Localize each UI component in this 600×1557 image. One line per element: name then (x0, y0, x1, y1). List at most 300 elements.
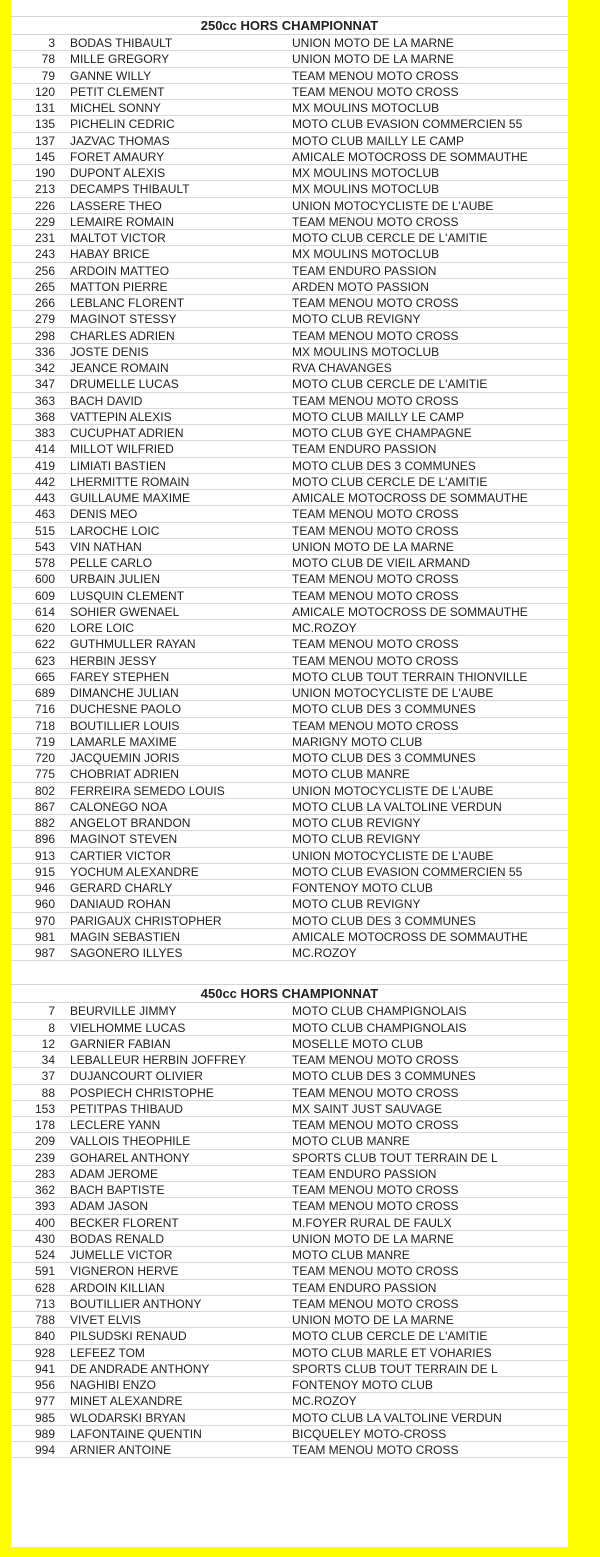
club-name: UNION MOTO DE LA MARNE (292, 36, 454, 50)
table-row (11, 263, 568, 279)
rider-name: JACQUEMIN JORIS (70, 751, 180, 765)
club-name: MOTO CLUB CHAMPIGNOLAIS (292, 1004, 467, 1019)
rider-number: 941 (34, 1361, 55, 1376)
table-row (11, 100, 568, 116)
club-name: MOTO CLUB DES 3 COMMUNES (292, 1069, 476, 1084)
club-name: MOTO CLUB MANRE (292, 1134, 410, 1149)
rider-name: LORE LOIC (70, 621, 135, 635)
table-row (11, 409, 568, 425)
rider-number: 775 (34, 767, 55, 782)
table-row (11, 620, 568, 636)
rider-number: 430 (34, 1231, 55, 1246)
rider-number: 620 (34, 621, 55, 635)
table-row (11, 766, 568, 782)
table-row (11, 523, 568, 539)
club-name: MX MOULINS MOTOCLUB (292, 247, 440, 262)
club-name: TEAM MENOU MOTO CROSS (292, 1085, 459, 1100)
club-name: TEAM ENDURO PASSION (292, 442, 437, 457)
rider-name: LEBALLEUR HERBIN JOFFREY (70, 1053, 247, 1067)
rider-number: 882 (34, 816, 55, 830)
club-name: TEAM MENOU MOTO CROSS (292, 296, 459, 310)
rider-name: PETITPAS THIBAUD (70, 1101, 183, 1116)
rider-number: 718 (34, 718, 55, 733)
rider-number: 362 (34, 1183, 55, 1197)
rider-name: GOHAREL ANTHONY (70, 1150, 190, 1165)
club-name: MOTO CLUB MANRE (292, 767, 410, 782)
rider-name: LASSERE THEO (70, 198, 162, 213)
club-name: MOTO CLUB CERCLE DE L'AMITIE (292, 474, 488, 489)
table-row (11, 555, 568, 571)
rider-name: PARIGAUX CHRISTOPHER (70, 913, 222, 928)
club-name: MOTO CLUB DE VIEIL ARMAND (292, 556, 471, 570)
rider-number: 419 (34, 458, 55, 473)
rider-name: LECLERE YANN (70, 1118, 161, 1132)
table-row (11, 815, 568, 831)
club-name: RVA CHAVANGES (292, 361, 392, 375)
rider-number: 719 (34, 734, 55, 749)
rider-number: 591 (34, 1264, 55, 1279)
rider-name: JOSTE DENIS (70, 344, 149, 359)
club-name: MOTO CLUB DES 3 COMMUNES (292, 702, 476, 717)
rider-name: SAGONERO ILLYES (70, 946, 183, 960)
table-row (11, 458, 568, 474)
table-row (11, 1263, 568, 1279)
club-name: MX MOULINS MOTOCLUB (292, 101, 440, 115)
club-name: TEAM MENOU MOTO CROSS (292, 68, 459, 83)
club-name: TEAM MENOU MOTO CROSS (292, 653, 459, 668)
rider-number: 265 (34, 279, 55, 294)
club-name: MARIGNY MOTO CLUB (292, 734, 423, 749)
table-row (11, 1182, 568, 1198)
club-name: TEAM MENOU MOTO CROSS (292, 214, 459, 229)
rows-450cc (11, 1003, 568, 1458)
rider-name: NAGHIBI ENZO (70, 1378, 157, 1392)
rider-number: 867 (34, 799, 55, 814)
rider-number: 256 (34, 263, 55, 278)
rider-name: CALONEGO NOA (70, 799, 168, 814)
table-row (11, 1117, 568, 1133)
club-name: MOTO CLUB CERCLE DE L'AMITIE (292, 1329, 488, 1344)
rider-number: 88 (41, 1085, 55, 1100)
rider-number: 609 (34, 588, 55, 603)
club-name: TEAM MENOU MOTO CROSS (292, 507, 459, 522)
rider-number: 12 (41, 1036, 55, 1051)
rider-number: 622 (34, 637, 55, 652)
club-name: MOTO CLUB CHAMPIGNOLAIS (292, 1020, 467, 1035)
club-name: MC.ROZOY (292, 946, 357, 960)
rider-number: 283 (34, 1166, 55, 1181)
table-row (11, 685, 568, 701)
rider-name: DANIAUD ROHAN (70, 897, 171, 912)
rider-name: LAROCHE LOIC (70, 523, 160, 538)
table-row (11, 149, 568, 165)
club-name: MX MOULINS MOTOCLUB (292, 166, 440, 180)
table-row (11, 1101, 568, 1117)
rider-name: VIN NATHAN (70, 539, 142, 554)
results-sheet (11, 0, 568, 1547)
rider-number: 145 (34, 149, 55, 164)
club-name: TEAM MENOU MOTO CROSS (292, 1183, 459, 1197)
club-name: UNION MOTO DE LA MARNE (292, 1313, 454, 1327)
rider-name: BECKER FLORENT (70, 1215, 179, 1230)
table-row (11, 474, 568, 490)
rider-number: 981 (34, 929, 55, 944)
table-row (11, 214, 568, 230)
rider-number: 946 (34, 881, 55, 895)
rider-name: JEANCE ROMAIN (70, 361, 169, 375)
table-row (11, 1296, 568, 1312)
section-450cc (11, 985, 568, 1458)
club-name: MOTO CLUB LA VALTOLINE VERDUN (292, 1410, 502, 1425)
rider-name: PETIT CLEMENT (70, 84, 165, 99)
rider-number: 266 (34, 296, 55, 310)
club-name: MC.ROZOY (292, 1394, 357, 1409)
club-name: TEAM MENOU MOTO CROSS (292, 1296, 459, 1311)
club-name: MC.ROZOY (292, 621, 357, 635)
rider-number: 913 (34, 848, 55, 863)
table-row (11, 1377, 568, 1393)
rider-number: 720 (34, 751, 55, 765)
rider-number: 443 (34, 491, 55, 505)
table-row (11, 1198, 568, 1214)
club-name: MOTO CLUB TOUT TERRAIN THIONVILLE (292, 669, 528, 684)
table-row (11, 896, 568, 912)
club-name: AMICALE MOTOCROSS DE SOMMAUTHE (292, 929, 528, 944)
rider-number: 37 (41, 1069, 55, 1084)
club-name: TEAM ENDURO PASSION (292, 1166, 437, 1181)
club-name: MOTO CLUB LA VALTOLINE VERDUN (292, 799, 502, 814)
table-row (11, 1150, 568, 1166)
club-name: MOTO CLUB MARLE ET VOHARIES (292, 1345, 492, 1360)
club-name: BICQUELEY MOTO-CROSS (292, 1426, 447, 1441)
table-row (11, 295, 568, 311)
rider-number: 363 (34, 393, 55, 408)
rider-name: VATTEPIN ALEXIS (70, 409, 172, 424)
rider-number: 34 (41, 1053, 55, 1067)
table-row (11, 198, 568, 214)
rider-name: LEBLANC FLORENT (70, 296, 185, 310)
rider-number: 623 (34, 653, 55, 668)
table-row (11, 831, 568, 847)
club-name: MOTO CLUB DES 3 COMMUNES (292, 751, 476, 765)
rider-number: 3 (48, 36, 55, 50)
club-name: TEAM MENOU MOTO CROSS (292, 637, 459, 652)
rider-number: 120 (34, 84, 55, 99)
club-name: MOTO CLUB REVIGNY (292, 897, 421, 912)
table-row (11, 945, 568, 961)
club-name: TEAM MENOU MOTO CROSS (292, 523, 459, 538)
rider-name: MALTOT VICTOR (70, 231, 166, 245)
rider-name: MAGINOT STEVEN (70, 832, 178, 847)
table-row (11, 783, 568, 799)
rider-number: 243 (34, 247, 55, 262)
club-name: SPORTS CLUB TOUT TERRAIN DE L (292, 1361, 498, 1376)
top-spacer (11, 0, 568, 17)
club-name: FONTENOY MOTO CLUB (292, 881, 433, 895)
rider-name: SOHIER GWENAEL (70, 604, 180, 619)
table-row (11, 181, 568, 197)
club-name: TEAM MENOU MOTO CROSS (292, 718, 459, 733)
rider-name: DRUMELLE LUCAS (70, 377, 179, 392)
table-row (11, 734, 568, 750)
rider-number: 960 (34, 897, 55, 912)
rider-number: 383 (34, 426, 55, 440)
rider-number: 336 (34, 344, 55, 359)
club-name: TEAM MENOU MOTO CROSS (292, 1264, 459, 1279)
table-row (11, 588, 568, 604)
table-row (11, 653, 568, 669)
rider-name: BACH DAVID (70, 393, 143, 408)
rider-name: JUMELLE VICTOR (70, 1248, 173, 1262)
table-row (11, 425, 568, 441)
rider-number: 896 (34, 832, 55, 847)
rider-name: BACH BAPTISTE (70, 1183, 165, 1197)
rider-number: 543 (34, 539, 55, 554)
club-name: MOTO CLUB EVASION COMMERCIEN 55 (292, 117, 523, 132)
rider-name: VIGNERON HERVE (70, 1264, 179, 1279)
rider-number: 239 (34, 1150, 55, 1165)
rider-number: 78 (41, 52, 55, 67)
rider-number: 515 (34, 523, 55, 538)
table-row (11, 344, 568, 360)
rider-number: 578 (34, 556, 55, 570)
table-row (11, 1345, 568, 1361)
rider-name: MILLOT WILFRIED (70, 442, 174, 457)
table-row (11, 1361, 568, 1377)
table-row (11, 230, 568, 246)
table-row (11, 441, 568, 457)
rider-name: FERREIRA SEMEDO LOUIS (70, 783, 225, 798)
rider-name: JAZVAC THOMAS (70, 133, 170, 148)
club-name: UNION MOTOCYCLISTE DE L'AUBE (292, 198, 494, 213)
rider-name: VIELHOMME LUCAS (70, 1020, 186, 1035)
table-row (11, 68, 568, 84)
rider-name: MAGINOT STESSY (70, 312, 177, 327)
table-row (11, 328, 568, 344)
rider-name: GANNE WILLY (70, 68, 152, 83)
section-title: 250cc HORS CHAMPIONNAT (11, 17, 568, 35)
club-name: MOTO CLUB CERCLE DE L'AMITIE (292, 377, 488, 392)
club-name: MOTO CLUB REVIGNY (292, 816, 421, 830)
table-row (11, 1036, 568, 1052)
club-name: MOTO CLUB MAILLY LE CAMP (292, 409, 465, 424)
table-row (11, 311, 568, 327)
club-name: MOTO CLUB CERCLE DE L'AMITIE (292, 231, 488, 245)
rider-name: YOCHUM ALEXANDRE (70, 864, 199, 879)
club-name: TEAM MENOU MOTO CROSS (292, 572, 459, 587)
table-row (11, 864, 568, 880)
rider-name: CHOBRIAT ADRIEN (70, 767, 179, 782)
table-row (11, 51, 568, 67)
rider-name: ARDOIN KILLIAN (70, 1280, 165, 1295)
club-name: AMICALE MOTOCROSS DE SOMMAUTHE (292, 149, 528, 164)
rider-number: 231 (34, 231, 55, 245)
table-row (11, 246, 568, 262)
rider-name: BODAS THIBAULT (70, 36, 173, 50)
rider-name: GUILLAUME MAXIME (70, 491, 191, 505)
club-name: TEAM MENOU MOTO CROSS (292, 393, 459, 408)
rider-name: DUJANCOURT OLIVIER (70, 1069, 203, 1084)
rider-number: 8 (48, 1020, 55, 1035)
rider-number: 400 (34, 1215, 55, 1230)
rider-number: 915 (34, 864, 55, 879)
rider-name: VALLOIS THEOPHILE (70, 1134, 191, 1149)
club-name: TEAM ENDURO PASSION (292, 1280, 437, 1295)
club-name: SPORTS CLUB TOUT TERRAIN DE L (292, 1150, 498, 1165)
rider-number: 298 (34, 328, 55, 343)
club-name: MX MOULINS MOTOCLUB (292, 344, 440, 359)
table-row (11, 133, 568, 149)
rider-number: 716 (34, 702, 55, 717)
table-row (11, 1133, 568, 1149)
table-row (11, 1426, 568, 1442)
rider-name: DENIS MEO (70, 507, 138, 522)
rider-number: 985 (34, 1410, 55, 1425)
rider-name: PICHELIN CEDRIC (70, 117, 175, 132)
table-row (11, 279, 568, 295)
section-title: 450cc HORS CHAMPIONNAT (11, 985, 568, 1003)
table-row (11, 1068, 568, 1084)
table-row (11, 35, 568, 51)
club-name: TEAM ENDURO PASSION (292, 263, 437, 278)
club-name: M.FOYER RURAL DE FAULX (292, 1215, 452, 1230)
club-name: TEAM MENOU MOTO CROSS (292, 1199, 459, 1214)
rider-number: 987 (34, 946, 55, 960)
rider-name: CUCUPHAT ADRIEN (70, 426, 184, 440)
rider-number: 977 (34, 1394, 55, 1409)
table-row (11, 1215, 568, 1231)
table-row (11, 848, 568, 864)
rider-name: WLODARSKI BRYAN (70, 1410, 186, 1425)
rider-name: DUCHESNE PAOLO (70, 702, 182, 717)
rider-name: URBAIN JULIEN (70, 572, 161, 587)
rider-number: 524 (34, 1248, 55, 1262)
rider-name: HABAY BRICE (70, 247, 150, 262)
club-name: MX SAINT JUST SAUVAGE (292, 1101, 443, 1116)
rider-name: MILLE GREGORY (70, 52, 170, 67)
club-name: MOTO CLUB REVIGNY (292, 312, 421, 327)
rider-name: LAFONTAINE QUENTIN (70, 1426, 202, 1441)
rider-number: 190 (34, 166, 55, 180)
rider-name: LHERMITTE ROMAIN (70, 474, 190, 489)
table-row (11, 913, 568, 929)
rows-250cc (11, 35, 568, 961)
club-name: FONTENOY MOTO CLUB (292, 1378, 433, 1392)
club-name: TEAM MENOU MOTO CROSS (292, 1053, 459, 1067)
club-name: UNION MOTO DE LA MARNE (292, 52, 454, 67)
table-row (11, 1312, 568, 1328)
rider-number: 414 (34, 442, 55, 457)
club-name: MOTO CLUB REVIGNY (292, 832, 421, 847)
rider-number: 135 (34, 117, 55, 132)
rider-number: 994 (34, 1443, 55, 1457)
table-row (11, 165, 568, 181)
rider-number: 131 (34, 101, 55, 115)
table-row (11, 636, 568, 652)
rider-name: MATTON PIERRE (70, 279, 168, 294)
club-name: UNION MOTOCYCLISTE DE L'AUBE (292, 783, 494, 798)
table-row (11, 506, 568, 522)
rider-name: GERARD CHARLY (70, 881, 173, 895)
rider-number: 442 (34, 474, 55, 489)
table-row (11, 750, 568, 766)
section-250cc (11, 17, 568, 961)
club-name: ARDEN MOTO PASSION (292, 279, 429, 294)
rider-name: BOUTILLIER LOUIS (70, 718, 180, 733)
rider-number: 178 (34, 1118, 55, 1132)
club-name: MOTO CLUB DES 3 COMMUNES (292, 913, 476, 928)
rider-name: POSPIECH CHRISTOPHE (70, 1085, 214, 1100)
club-name: AMICALE MOTOCROSS DE SOMMAUTHE (292, 491, 528, 505)
rider-name: DUPONT ALEXIS (70, 166, 166, 180)
rider-number: 928 (34, 1345, 55, 1360)
section-spacer (11, 961, 568, 985)
club-name: MOTO CLUB DES 3 COMMUNES (292, 458, 476, 473)
table-row (11, 1247, 568, 1263)
table-row (11, 880, 568, 896)
rider-name: ARDOIN MATTEO (70, 263, 170, 278)
rider-name: PELLE CARLO (70, 556, 153, 570)
rider-name: LEMAIRE ROMAIN (70, 214, 175, 229)
rider-name: MAGIN SEBASTIEN (70, 929, 181, 944)
rider-number: 279 (34, 312, 55, 327)
rider-name: GUTHMULLER RAYAN (70, 637, 196, 652)
club-name: TEAM MENOU MOTO CROSS (292, 1118, 459, 1132)
rider-number: 7 (48, 1004, 55, 1019)
rider-name: CHARLES ADRIEN (70, 328, 175, 343)
rider-name: ANGELOT BRANDON (70, 816, 191, 830)
rider-name: MINET ALEXANDRE (70, 1394, 183, 1409)
club-name: MOTO CLUB MANRE (292, 1248, 410, 1262)
rider-number: 788 (34, 1313, 55, 1327)
club-name: UNION MOTO DE LA MARNE (292, 539, 454, 554)
table-row (11, 799, 568, 815)
rider-name: DIMANCHE JULIAN (70, 686, 179, 700)
table-row (11, 1052, 568, 1068)
rider-name: BOUTILLIER ANTHONY (70, 1296, 202, 1311)
rider-number: 463 (34, 507, 55, 522)
table-row (11, 376, 568, 392)
table-row (11, 1085, 568, 1101)
rider-name: ARNIER ANTOINE (70, 1443, 172, 1457)
rider-number: 840 (34, 1329, 55, 1344)
table-row (11, 490, 568, 506)
club-name: AMICALE MOTOCROSS DE SOMMAUTHE (292, 604, 528, 619)
rider-name: BEURVILLE JIMMY (70, 1004, 177, 1019)
table-row (11, 1280, 568, 1296)
table-row (11, 1166, 568, 1182)
table-row (11, 1020, 568, 1036)
rider-name: LAMARLE MAXIME (70, 734, 177, 749)
rider-number: 600 (34, 572, 55, 587)
rider-name: FORET AMAURY (70, 149, 165, 164)
rider-name: LUSQUIN CLEMENT (70, 588, 185, 603)
rider-number: 665 (34, 669, 55, 684)
club-name: UNION MOTO DE LA MARNE (292, 1231, 454, 1246)
table-row (11, 571, 568, 587)
rider-number: 342 (34, 361, 55, 375)
table-row (11, 360, 568, 376)
rider-number: 689 (34, 686, 55, 700)
rider-name: CARTIER VICTOR (70, 848, 171, 863)
rider-name: MICHEL SONNY (70, 101, 161, 115)
rider-name: PILSUDSKI RENAUD (70, 1329, 187, 1344)
table-row (11, 604, 568, 620)
rider-name: ADAM JEROME (70, 1166, 159, 1181)
club-name: TEAM MENOU MOTO CROSS (292, 588, 459, 603)
club-name: MOTO CLUB MAILLY LE CAMP (292, 133, 465, 148)
table-row (11, 929, 568, 945)
